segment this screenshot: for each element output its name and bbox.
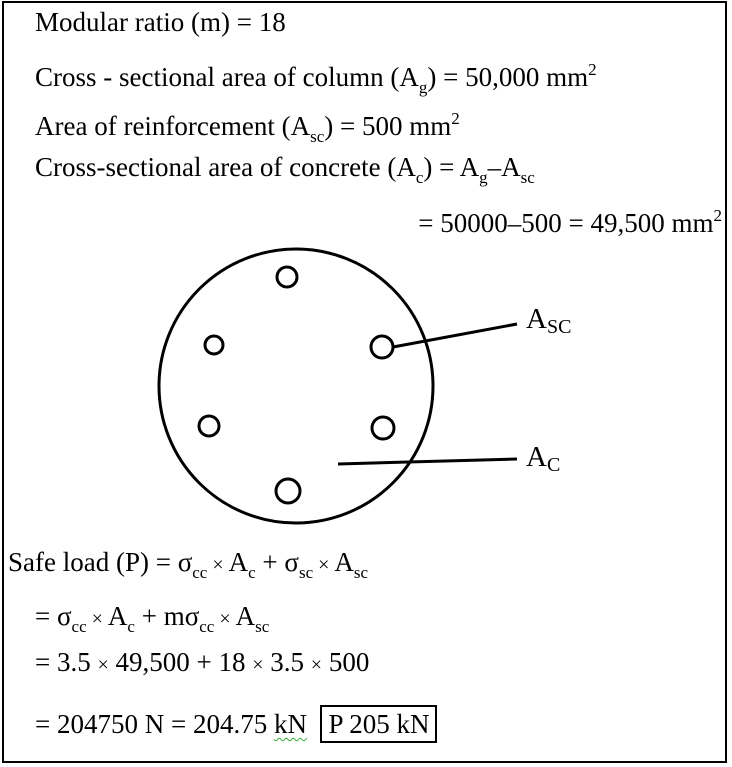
rebar-lower-right	[372, 417, 394, 439]
unit-kn: kN	[273, 709, 307, 739]
safe-load-line: Safe load $(P) = \sigma_{cc} \times A_c + \sigma_{sc} \times A_{sc}$	[8, 547, 369, 582]
modular-ratio-line: Modular ratio (m) = 18	[35, 7, 286, 37]
steel-area-line: Area of reinforcement $(A_{sc}) = 500$ $mm^2$	[35, 109, 460, 146]
substitution-line: = $\sigma_{cc} \times A_c + m\sigma_{cc} \times A_{sc}$	[35, 601, 270, 636]
label-asc: $A_{SC}$	[526, 303, 572, 338]
concrete-area-result-line: = 50000–500 = 49,500 $mm^2$	[418, 206, 722, 238]
gross-area-value: 50,000 mm	[465, 62, 589, 92]
rebar-bottom	[276, 479, 300, 503]
steel-area-value: 500 mm	[362, 111, 452, 141]
label-ac: $A_C$	[526, 441, 561, 476]
rebar-upper-left	[205, 336, 223, 354]
result-line: = 204750 N = 204.75 kN P 205 kN	[35, 705, 437, 743]
numeric-line: = 3.5 × 49,500 + 18 × 3.5 × 500	[35, 647, 370, 677]
rebar-lower-left	[199, 416, 219, 436]
final-answer-box: P 205 kN	[320, 705, 437, 743]
gross-area-line: Cross - sectional area of column $(A_g) = 50,000$ $mm^2$	[35, 60, 597, 97]
concrete-area-line: Cross-sectional area of concrete $(A_c) = A_g-A_{sc}$	[35, 152, 535, 187]
asc-leader-line	[393, 324, 517, 347]
modular-ratio-value: 18	[258, 7, 286, 37]
rebar-top	[277, 267, 297, 287]
rebar-upper-right	[371, 336, 393, 358]
ac-leader-line	[338, 459, 517, 464]
